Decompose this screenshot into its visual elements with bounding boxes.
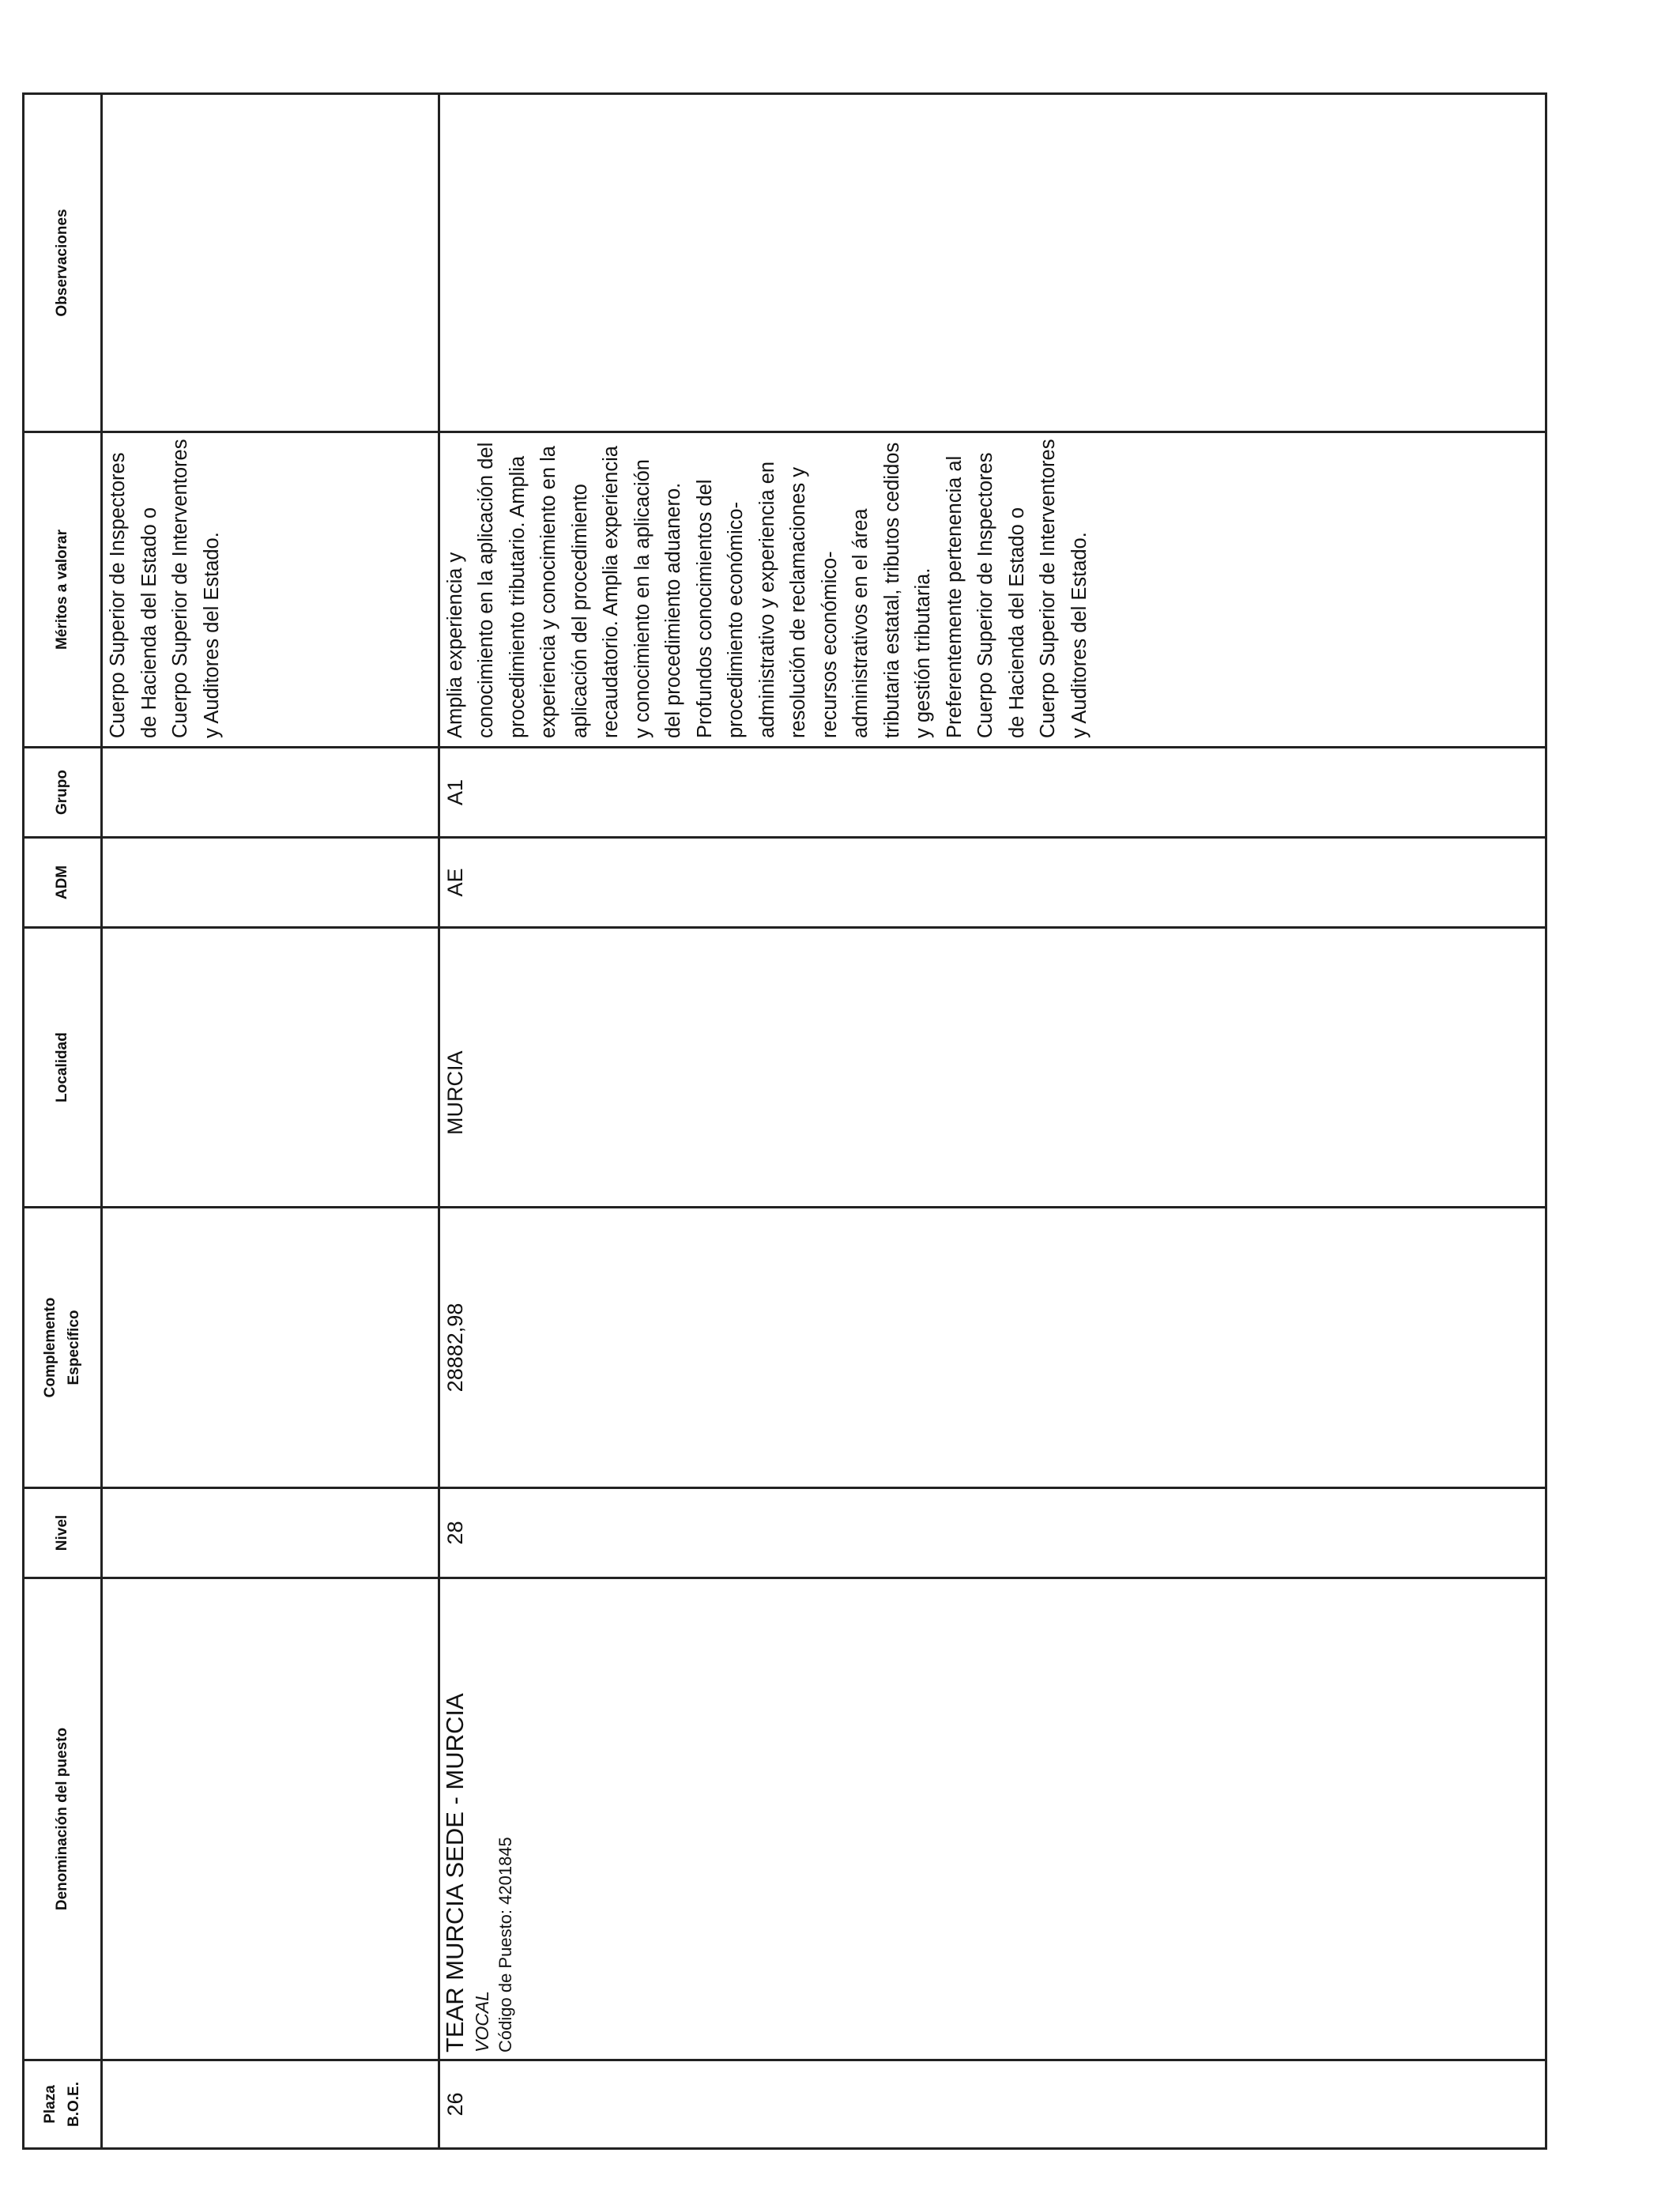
cell-grupo <box>102 748 439 838</box>
cell-meritos <box>439 432 1546 748</box>
cell-complemento <box>439 1208 1546 1488</box>
plaza-value: 26 <box>443 2092 467 2117</box>
denominacion-title: TEAR MURCIA SEDE - MURCIA <box>440 1693 469 2053</box>
cell-nivel <box>439 1488 1546 1578</box>
header-complemento-line2: Específico <box>66 1310 82 1385</box>
header-plaza <box>24 2060 102 2149</box>
header-adm: ADM <box>24 838 102 928</box>
header-plaza-line2: B.O.E. <box>66 2082 82 2128</box>
header-grupo: Grupo <box>24 748 102 838</box>
puestos-table <box>22 92 1547 2150</box>
header-plaza-line1: Plaza <box>41 2085 58 2124</box>
rotated-table-container <box>22 95 1547 2150</box>
header-row <box>24 94 102 2149</box>
denominacion-subtitle: VOCAL <box>471 1991 492 2053</box>
adm-value: AE <box>443 868 467 897</box>
header-observaciones: Observaciones <box>24 94 102 432</box>
header-complemento-line1: Complemento <box>41 1297 58 1398</box>
nivel-value: 28 <box>443 1521 467 1545</box>
cell-observaciones <box>439 94 1546 432</box>
header-denominacion: Denominación del puesto <box>24 1578 102 2060</box>
denominacion-code: Código de Puesto: 4201845 <box>495 1837 515 2053</box>
meritos-text: Cuerpo Superior de Inspectores de Hacienda del Estado o Cuerpo Superior de Interventores y Auditores del Estado. <box>107 439 223 738</box>
cell-nivel <box>102 1488 439 1578</box>
header-complemento <box>24 1208 102 1488</box>
cell-plaza <box>439 2060 1546 2149</box>
cell-localidad <box>102 928 439 1208</box>
grupo-value: A1 <box>443 778 467 806</box>
cell-adm <box>439 838 1546 928</box>
cell-denominacion <box>102 1578 439 2060</box>
localidad-value: MURCIA <box>443 1050 467 1135</box>
table-row <box>439 94 1546 2149</box>
cell-meritos <box>102 432 439 748</box>
cell-complemento <box>102 1208 439 1488</box>
header-nivel: Nivel <box>24 1488 102 1578</box>
cell-observaciones <box>102 94 439 432</box>
header-localidad: Localidad <box>24 928 102 1208</box>
cell-denominacion <box>439 1578 1546 2060</box>
complemento-value: 28882,98 <box>443 1302 467 1393</box>
cell-localidad <box>439 928 1546 1208</box>
cell-adm <box>102 838 439 928</box>
table-row <box>102 94 439 2149</box>
denominacion-block <box>440 1579 518 2059</box>
meritos-text: Amplia experiencia y conocimiento en la aplicación del procedimiento tributario. Amplia experiencia y conocimiento en la aplicación del procedimiento recaudatorio. Amplia experiencia y conocimiento en la aplicación del procedimiento aduanero. Profundos conocimientos del procedimiento económico-administrativo y experiencia en resolución de reclamaciones y recursos económico-administrativos en el área tributaria estatal, tributos cedidos y gestión tributaria. Preferentemente pertenencia al Cuerpo Superior de Inspectores de Hacienda del Estado o Cuerpo Superior de Interventores y Auditores del Estado. <box>443 439 1090 738</box>
cell-plaza <box>102 2060 439 2149</box>
cell-grupo <box>439 748 1546 838</box>
header-meritos: Méritos a valorar <box>24 432 102 748</box>
